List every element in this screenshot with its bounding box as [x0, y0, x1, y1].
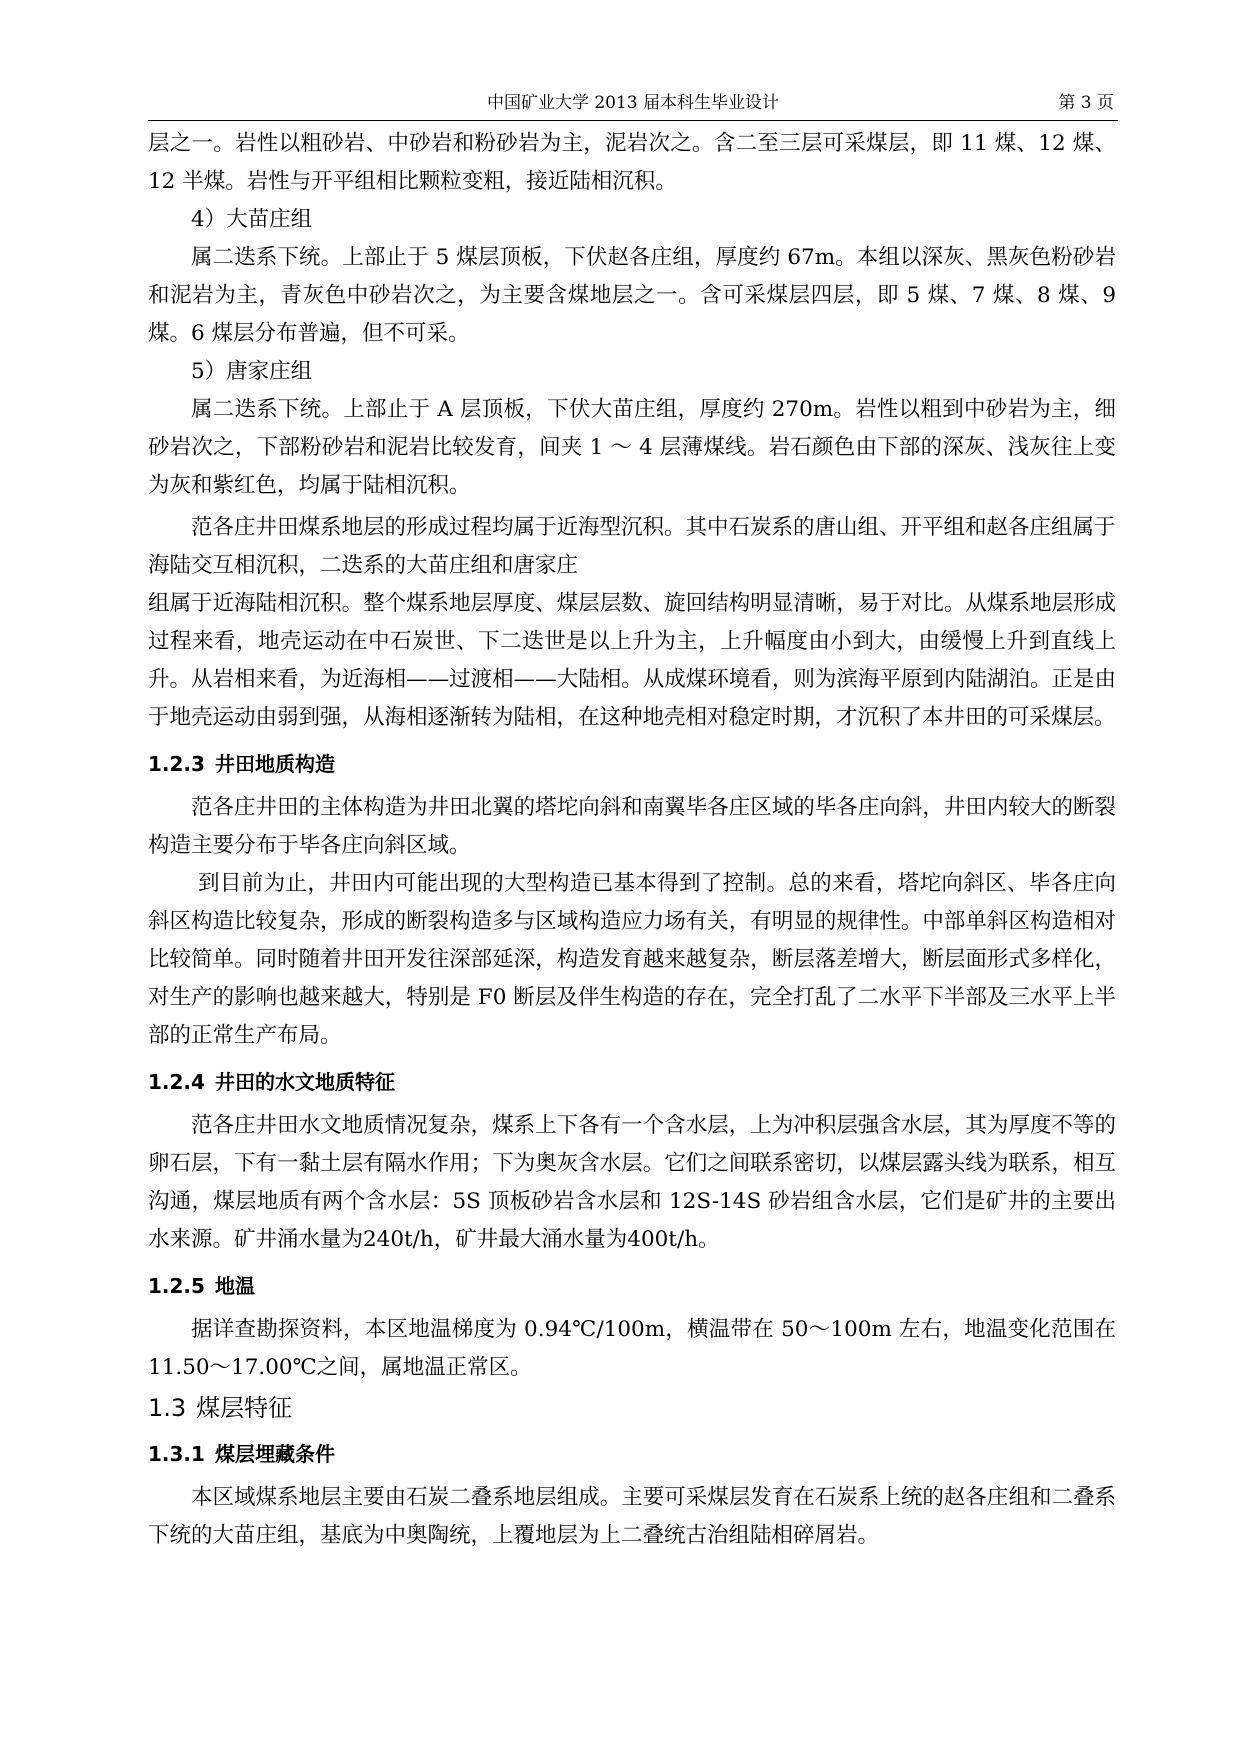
- section-heading-1-3: [148, 1389, 1116, 1427]
- list-heading-tangjiazhuang: 5）唐家庄组: [191, 359, 313, 384]
- section-title: 井田的水文地质特征: [214, 1070, 395, 1094]
- paragraph: 属二迭系下统。上部止于 A 层顶板，下伏大苗庄组，厚度约 270m。岩性以粗到中砂岩为主，细砂岩次之，下部粉砂岩和泥岩比较发育，间夹 1 ～ 4 层薄煤线。岩石颜色由下部的深灰、浅灰往上变为灰和紫红色，均属于陆相沉积。: [148, 397, 1116, 498]
- section-number: 1.3: [148, 1394, 187, 1422]
- section-title: 井田地质构造: [214, 752, 335, 776]
- paragraph: 范各庄井田煤系地层的形成过程均属于近海型沉积。其中石炭系的唐山组、开平组和赵各庄组属于海陆交互相沉积，二迭系的大苗庄组和唐家庄: [148, 515, 1116, 578]
- paragraph: 层之一。岩性以粗砂岩、中砂岩和粉砂岩为主，泥岩次之。含二至三层可采煤层，即 11 煤、12 煤、12 半煤。岩性与开平组相比颗粒变粗，接近陆相沉积。: [148, 131, 1116, 194]
- paragraph: 据详查勘探资料，本区地温梯度为 0.94℃/100m，横温带在 50～100m 左右，地温变化范围在 11.50～17.00℃之间，属地温正常区。: [148, 1317, 1116, 1380]
- paragraph: 本区域煤系地层主要由石炭二叠系地层组成。主要可采煤层发育在石炭系上统的赵各庄组和二叠系下统的大苗庄组，基底为中奥陶统，上覆地层为上二叠统古治组陆相碎屑岩。: [148, 1485, 1116, 1548]
- section-number: 1.3.1: [148, 1442, 205, 1466]
- section-title: 煤层埋藏条件: [214, 1442, 335, 1466]
- section-heading-1-2-5: [148, 1267, 1116, 1305]
- section-heading-1-2-4: [148, 1063, 1116, 1101]
- section-title: 地温: [214, 1274, 255, 1298]
- page-header: [148, 86, 1118, 121]
- section-title: 煤层特征: [196, 1394, 293, 1422]
- paragraph: 组属于近海陆相沉积。整个煤系地层厚度、煤层层数、旋回结构明显清晰，易于对比。从煤系地层形成过程来看，地壳运动在中石炭世、下二迭世是以上升为主，上升幅度由小到大，由缓慢上升到直线上升。从岩相来看，为近海相——过渡相——大陆相。从成煤环境看，则为滨海平原到内陆湖泊。正是由于地壳运动由弱到强，从海相逐渐转为陆相，在这种地壳相对稳定时期，才沉积了本井田的可采煤层。: [148, 591, 1116, 730]
- paragraph: 到目前为止，井田内可能出现的大型构造已基本得到了控制。总的来看，塔坨向斜区、毕各庄向斜区构造比较复杂，形成的断裂构造多与区域构造应力场有关，有明显的规律性。中部单斜区构造相对比较简单。同时随着井田开发往深部延深，构造发育越来越复杂，断层落差增大，断层面形式多样化，对生产的影响也越来越大，特别是 F0 断层及伴生构造的存在，完全打乱了二水平下半部及三水平上半部的正常生产布局。: [148, 871, 1116, 1048]
- paragraph: 范各庄井田的主体构造为井田北翼的塔坨向斜和南翼毕各庄区域的毕各庄向斜，井田内较大的断裂构造主要分布于毕各庄向斜区域。: [148, 795, 1116, 858]
- section-number: 1.2.5: [148, 1274, 205, 1298]
- section-heading-1-2-3: [148, 745, 1116, 783]
- paragraph: 属二迭系下统。上部止于 5 煤层顶板，下伏赵各庄组，厚度约 67m。本组以深灰、黑灰色粉砂岩和泥岩为主，青灰色中砂岩次之，为主要含煤地层之一。含可采煤层四层，即 5 煤、7 煤、8 煤、9 煤。6 煤层分布普遍，但不可采。: [148, 245, 1116, 346]
- page-content: [148, 125, 1116, 1555]
- paragraph: 范各庄井田水文地质情况复杂，煤系上下各有一个含水层，上为冲积层强含水层，其为厚度不等的卵石层，下有一黏土层有隔水作用；下为奥灰含水层。它们之间联系密切，以煤层露头线为联系，相互沟通，煤层地质有两个含水层：5S 顶板砂岩含水层和 12S-14S 砂岩组含水层，它们是矿井的主要出水来源。矿井涌水量为240t/h，矿井最大涌水量为400t/h。: [148, 1113, 1116, 1252]
- section-number: 1.2.4: [148, 1070, 205, 1094]
- section-number: 1.2.3: [148, 752, 205, 776]
- page-number: 第 3 页: [1058, 93, 1114, 113]
- header-title: 中国矿业大学 2013 届本科生毕业设计: [486, 93, 780, 113]
- section-heading-1-3-1: [148, 1435, 1116, 1473]
- list-heading-damiaozhuang: 4）大苗庄组: [191, 207, 313, 232]
